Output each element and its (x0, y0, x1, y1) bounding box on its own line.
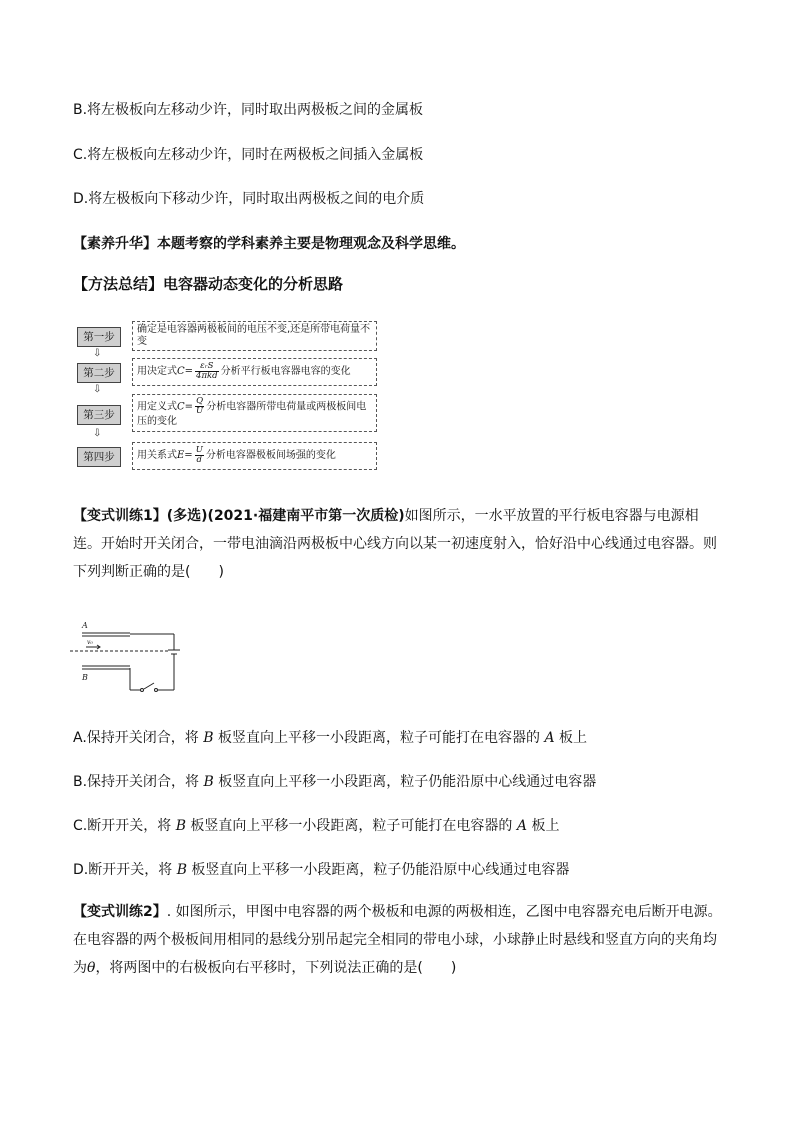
method-title: 电容器动态变化的分析思路 (163, 275, 344, 293)
step-3-box: 第三步 (77, 405, 121, 425)
step-4-description (132, 442, 377, 470)
training-1-tag: 【变式训练1】 (73, 508, 167, 524)
step-2-symbol: C= (177, 366, 194, 377)
option-symbol: B (176, 862, 187, 878)
plate-b-label: B (82, 673, 88, 682)
option-text: 板上 (527, 818, 560, 834)
step-2-suffix: 分析平行板电容器电容的变化 (220, 366, 351, 377)
training-1-option-b (73, 772, 596, 792)
plate-a-label: A (82, 621, 88, 630)
training-2-text-end: ，将两图中的右极板向右平移时，下列说法正确的是( ) (95, 960, 457, 976)
method-flowchart (77, 318, 387, 474)
fraction-numerator: U (195, 444, 203, 455)
training-2-question (73, 898, 723, 982)
training-2-text: . 如图所示，甲图中电容器的两个极板和电源的两极相连，乙图中电容器充电后断开电源。在电容器的两个极板间用相同的悬线分别吊起完全相同的带电小球，小球静止时悬线和竖直方向的夹角均为 (73, 904, 722, 976)
down-arrow-icon: ⇩ (93, 384, 102, 395)
step-3-symbol: C= (177, 401, 194, 413)
fraction-denominator: d (196, 454, 202, 465)
step-4-symbol: E= (177, 450, 193, 461)
option-symbol: B (203, 730, 214, 746)
velocity-label: v₀ (87, 639, 93, 646)
option-text: 板竖直向上平移一小段距离，粒子可能打在电容器的 (185, 818, 517, 834)
step-4-fraction (195, 446, 204, 465)
option-symbol: B (175, 818, 186, 834)
training-1-text: 如图所示，一水平放置的平行板电容器与电源相连。开始时开关闭合，一带电油滴沿两极板中心线方向以某一初速度射入，恰好沿中心线通过电容器。则下列判断正确的是( ) (73, 508, 717, 580)
option-text: A.保持开关闭合，将 (73, 730, 204, 746)
training-1-source: (多选)(2021·福建南平市第一次质检) (166, 508, 405, 524)
theta-symbol: θ (87, 960, 96, 976)
down-arrow-icon: ⇩ (93, 348, 102, 359)
training-2-tag: 【变式训练2】 (73, 904, 167, 920)
literacy-text: 本题考察的学科素养主要是物理观念及科学思维。 (157, 236, 465, 252)
option-text: C.断开开关，将 (73, 818, 176, 834)
step-2-description (132, 358, 377, 386)
literacy-tag: 【素养升华】 (73, 236, 157, 252)
switch-lever (144, 683, 154, 689)
training-1-option-a (73, 728, 587, 748)
fraction-numerator: Q (196, 396, 204, 406)
step-4-prefix: 用关系式 (137, 450, 177, 461)
step-1-description: 确定是电容器两极板间的电压不变,还是所带电荷量不变 (132, 321, 377, 351)
option-symbol: B (203, 774, 214, 790)
literacy-note (73, 234, 465, 254)
option-text: 板竖直向上平移一小段距离，粒子可能打在电容器的 (213, 730, 545, 746)
step-2-box: 第二步 (77, 363, 121, 383)
step-3-fraction (195, 397, 204, 416)
step-4-suffix: 分析电容器极板间场强的变化 (205, 450, 336, 461)
option-b: B.将左极板向左移动少许，同时取出两极板之间的金属板 (73, 102, 424, 118)
training-1-question (73, 502, 723, 586)
training-1-option-c (73, 816, 559, 836)
option-text: 板竖直向上平移一小段距离，粒子仍能沿原中心线通过电容器 (213, 774, 597, 790)
step-2-fraction (195, 362, 219, 381)
option-text: B.保持开关闭合，将 (73, 774, 204, 790)
training-1-option-d (73, 860, 569, 880)
option-text: 板上 (554, 730, 588, 746)
option-text: D.断开开关，将 (73, 862, 177, 878)
method-tag: 【方法总结】 (73, 275, 164, 293)
step-1-box: 第一步 (77, 327, 121, 347)
fraction-numerator: εᵣS (195, 362, 219, 372)
fraction-denominator: 4πkd (196, 370, 218, 381)
option-c: C.将左极板向左移动少许，同时在两极板之间插入金属板 (73, 147, 424, 163)
option-d: D.将左极板向下移动少许，同时取出两极板之间的电介质 (73, 191, 425, 207)
option-symbol: A (516, 818, 528, 834)
step-2-prefix: 用决定式 (137, 366, 177, 377)
fraction-denominator: U (196, 406, 204, 416)
capacitor-circuit-figure (70, 612, 190, 694)
step-3-suffix: 分析电容器所带电荷量或两极板间电压的变化 (137, 401, 367, 427)
step-4-box: 第四步 (77, 447, 121, 467)
method-summary-heading (73, 274, 343, 294)
option-text: 板竖直向上平移一小段距离，粒子仍能沿原中心线通过电容器 (186, 862, 570, 878)
down-arrow-icon: ⇩ (93, 428, 102, 439)
step-3-prefix: 用定义式 (137, 401, 177, 413)
option-symbol: A (544, 730, 555, 746)
step-3-description (132, 394, 377, 432)
